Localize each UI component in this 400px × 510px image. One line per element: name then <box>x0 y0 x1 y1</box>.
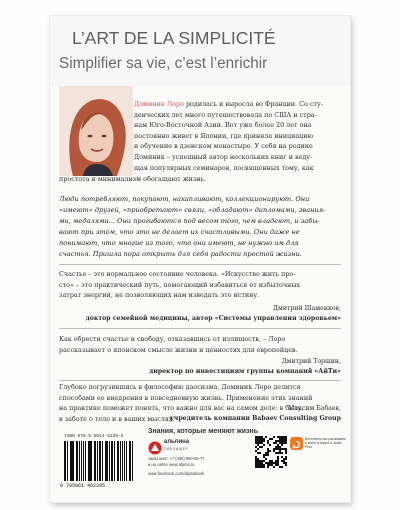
bio-line: щая популярных семинаров, посвященных тому, как <box>134 163 314 172</box>
qr-module <box>275 440 277 442</box>
qr-module <box>277 462 279 464</box>
author-portrait-illustration <box>59 86 133 176</box>
qr-module <box>273 466 275 468</box>
author-name: Доминик Лоро <box>134 100 184 108</box>
review-2 <box>59 334 343 355</box>
qr-module <box>267 466 269 468</box>
qr-module <box>261 442 263 444</box>
reviewer-name: Максим Бабаев, <box>287 405 341 412</box>
qr-module <box>273 462 275 464</box>
qr-module <box>283 448 285 450</box>
qr-module <box>267 452 269 454</box>
qr-module <box>277 452 279 454</box>
qr-module <box>279 466 281 468</box>
qr-module <box>263 460 265 462</box>
qr-module <box>261 446 263 448</box>
qr-module <box>267 462 269 464</box>
qr-module <box>255 462 257 464</box>
qr-module <box>261 460 263 462</box>
qr-module <box>255 438 257 440</box>
qr-module <box>283 436 285 438</box>
qr-module <box>285 438 287 440</box>
divider <box>59 380 341 381</box>
qr-module <box>261 462 263 464</box>
qr-module <box>265 462 267 464</box>
qr-module <box>259 440 261 442</box>
barcode-bar <box>67 441 68 481</box>
qr-code <box>255 436 287 468</box>
barcode-bar <box>124 441 126 481</box>
review-line: на практике поможет понять, что важно для вас на самом деле: в быту, <box>59 404 304 413</box>
qr-module <box>255 458 257 460</box>
bio-line: Доминик – успешный автор нескольких книг и веду- <box>134 152 313 161</box>
barcode-bar <box>85 441 86 481</box>
qr-module <box>275 442 277 444</box>
qr-module <box>267 454 269 456</box>
french-title: L’ART DE LA SIMPLICITÉ <box>72 28 276 48</box>
qr-module <box>265 452 267 454</box>
qr-module <box>269 460 271 462</box>
qr-module <box>285 464 287 466</box>
review-line: рассказывает о японском смысле жизни и ценностях для европейцев. <box>59 345 298 354</box>
qr-module <box>273 450 275 452</box>
author-bio <box>134 99 342 173</box>
order-phone: заказ книг: +7 (495) 980-80-77 <box>148 456 205 461</box>
qr-module <box>259 442 261 444</box>
review-1-signature <box>86 304 341 324</box>
qr-module <box>277 448 279 450</box>
qr-module <box>281 452 283 454</box>
qr-module <box>269 464 271 466</box>
quote-line: понимают, что многие из того, что они имеют, не нужно им для <box>59 238 299 247</box>
qr-module <box>285 450 287 452</box>
qr-module <box>281 442 283 444</box>
barcode-bar <box>97 441 98 481</box>
qr-module <box>281 436 283 438</box>
qr-module <box>257 448 259 450</box>
barcode-bar <box>132 441 133 481</box>
qr-module <box>281 438 283 440</box>
qr-module <box>255 436 257 438</box>
qr-module <box>275 460 277 462</box>
reviewer-role: учредитель компании Babaev Consulting Group <box>169 415 341 422</box>
barcode-bar <box>114 441 115 481</box>
reviewer-role: доктор семейной медицины, автор «Системы управления здоровьем» <box>85 315 341 322</box>
qr-module <box>283 438 285 440</box>
qr-module <box>257 464 259 466</box>
qr-module <box>267 442 269 444</box>
qr-module <box>285 456 287 458</box>
qr-module <box>259 438 261 440</box>
barcode-bar <box>106 441 108 481</box>
qr-module <box>283 460 285 462</box>
qr-module <box>255 460 257 462</box>
barcode-bar <box>112 441 113 481</box>
qr-module <box>279 450 281 452</box>
qr-module <box>263 454 265 456</box>
review-line: Как обрести счастье и свободу, отказавшись от излишеств, – Лоро <box>59 335 286 343</box>
review-1 <box>59 269 343 301</box>
audio-app-icon <box>290 437 303 450</box>
qr-module <box>269 444 271 446</box>
qr-module <box>257 444 259 446</box>
qr-module <box>275 452 277 454</box>
barcode-bar <box>95 441 96 481</box>
barcode-bar <box>77 441 78 481</box>
bio-line: и обучение в дзенском монастыре. У себя на родине <box>134 142 313 151</box>
qr-module <box>265 458 267 460</box>
qr-module <box>279 440 281 442</box>
qr-module <box>285 436 287 438</box>
qr-module <box>277 444 279 446</box>
qr-module <box>263 440 265 442</box>
barcode-bar <box>120 441 121 481</box>
qr-module <box>273 436 275 438</box>
qr-module <box>285 452 287 454</box>
qr-module <box>273 448 275 450</box>
publisher-subtitle: ПАБЛИШЕР <box>164 447 189 451</box>
qr-module <box>283 442 285 444</box>
qr-module <box>279 436 281 438</box>
qr-module <box>281 444 283 446</box>
quote-line: «имеют» друзей, «приобретают» связи, «обладают» дипломами, звания- <box>59 205 326 214</box>
qr-module <box>261 464 263 466</box>
quote-line: Люди потребляют, покупают, накапливают, коллекционируют. Они <box>59 195 310 203</box>
review-line: затрат энергии, не позволяющих нам изведать это истину. <box>59 291 260 300</box>
qr-module <box>281 440 283 442</box>
qr-module <box>279 438 281 440</box>
bio-line: нам Юго-Восточной Азии. Вот уже более 20 лет она <box>134 121 312 130</box>
isbn-label: ISBN 978-5-9614-6239-5 <box>64 434 124 439</box>
review-2-signature <box>149 357 341 377</box>
qr-module <box>275 448 277 450</box>
qr-module <box>259 464 261 466</box>
qr-module <box>255 466 257 468</box>
qr-module <box>277 446 279 448</box>
qr-module <box>261 436 263 438</box>
book-quote <box>59 194 343 259</box>
qr-module <box>259 460 261 462</box>
review-line: Счастье – это нормальное состояние человека. «Искусство жить про- <box>59 270 296 278</box>
qr-module <box>259 466 261 468</box>
qr-module <box>277 458 279 460</box>
qr-module <box>281 466 283 468</box>
barcode-bar <box>90 441 92 481</box>
qr-module <box>271 460 273 462</box>
divider <box>59 328 341 329</box>
facebook-link: www.facebook.com/alpinabook <box>148 471 205 476</box>
qr-module <box>277 436 279 438</box>
bio-line: родилась и выросла во Франции. Со сту- <box>183 100 323 108</box>
qr-module <box>279 448 281 450</box>
qr-module <box>263 438 265 440</box>
qr-module <box>281 460 283 462</box>
barcode-bar <box>65 441 66 481</box>
barcode-bar <box>102 441 103 481</box>
qr-module <box>259 436 261 438</box>
qr-module <box>267 450 269 452</box>
author-bio-last-line: простота и минимализм обогащают жизнь. <box>59 175 207 183</box>
barcode-bar <box>126 441 127 481</box>
barcode-bar <box>89 441 90 481</box>
qr-module <box>263 456 265 458</box>
qr-module <box>255 464 257 466</box>
qr-module <box>261 438 263 440</box>
qr-module <box>269 438 271 440</box>
qr-module <box>267 440 269 442</box>
qr-module <box>269 462 271 464</box>
qr-module <box>267 464 269 466</box>
divider <box>59 264 341 265</box>
reviewer-role: директор по инвестициям группы компаний «АйТи» <box>149 368 341 375</box>
barcode-bar <box>100 441 101 481</box>
cover-header <box>50 16 350 86</box>
qr-module <box>277 464 279 466</box>
qr-module <box>285 458 287 460</box>
website-line: и на сайте www.alpina.ru <box>148 462 195 467</box>
barcode-bar <box>130 441 131 481</box>
review-line: Глубоко погрузившись в философию даосизма, Доминик Лоро делится <box>59 383 301 391</box>
qr-module <box>263 464 265 466</box>
qr-module <box>265 454 267 456</box>
publisher-name: альпина <box>164 439 190 445</box>
bio-line: постоянно живет в Японии, где приняла инициацию <box>134 131 314 140</box>
reviewer-name: Дмитрий Шаменков, <box>273 305 341 312</box>
qr-module <box>263 444 265 446</box>
publisher-slogan: Знания, которые меняют жизнь <box>148 428 259 435</box>
french-subtitle: Simplifier sa vie, c’est l’enrichir <box>59 55 268 72</box>
qr-module <box>261 466 263 468</box>
qr-module <box>275 464 277 466</box>
qr-module <box>283 440 285 442</box>
qr-module <box>285 462 287 464</box>
barcode-bar <box>79 441 80 481</box>
review-line: способами ее внедрения в повседневную жизнь. Применение этих знаний <box>59 393 313 402</box>
qr-module <box>263 466 265 468</box>
qr-module <box>259 452 261 454</box>
barcode-bar <box>83 441 84 481</box>
qr-module <box>279 446 281 448</box>
qr-module <box>279 442 281 444</box>
barcode-bar <box>109 441 110 481</box>
barcode <box>64 441 134 481</box>
qr-module <box>279 452 281 454</box>
qr-module <box>255 446 257 448</box>
qr-module <box>277 460 279 462</box>
qr-module <box>265 436 267 438</box>
qr-module <box>271 462 273 464</box>
audio-app-text: Бесплатно мы расскажем о книге в Alpina & Audio Post <box>305 437 346 450</box>
qr-module <box>259 446 261 448</box>
qr-module <box>257 452 259 454</box>
qr-module <box>257 440 259 442</box>
qr-module <box>283 458 285 460</box>
qr-module <box>285 448 287 450</box>
qr-module <box>273 442 275 444</box>
qr-module <box>257 458 259 460</box>
author-photo <box>59 86 133 176</box>
barcode-bar <box>118 441 119 481</box>
qr-module <box>269 450 271 452</box>
barcode-bar <box>71 441 72 481</box>
qr-module <box>255 450 257 452</box>
quote-line: ми, медалями... Они прогибаются под весом того, чем владеют, и забы- <box>59 216 320 225</box>
review-line: сто» – это практический путь, помогающий избавиться от избыточных <box>59 280 301 289</box>
quote-line: счастья. Пришла пора открыть для себя радости простой жизни. <box>59 249 302 258</box>
review-line: в заботе о теле и в ваших мыслях. <box>59 414 175 423</box>
qr-module <box>257 460 259 462</box>
qr-module <box>257 466 259 468</box>
qr-module <box>275 446 277 448</box>
barcode-number: 9 785961 462395 <box>60 483 106 489</box>
book-back-cover <box>50 16 350 502</box>
qr-module <box>255 442 257 444</box>
qr-module <box>277 456 279 458</box>
qr-module <box>277 440 279 442</box>
qr-module <box>285 442 287 444</box>
qr-module <box>271 438 273 440</box>
alpina-logo-icon <box>148 441 162 455</box>
barcode-bar <box>72 441 74 481</box>
qr-module <box>257 442 259 444</box>
qr-module <box>261 440 263 442</box>
quote-line: вают при этом, что это не делает их счастливыми. Они даже не <box>59 227 300 236</box>
bio-line: денческих лет много путешествовала по США и стра- <box>134 110 317 119</box>
qr-module <box>271 464 273 466</box>
qr-module <box>267 448 269 450</box>
qr-module <box>283 462 285 464</box>
qr-module <box>257 462 259 464</box>
review-3-signature <box>170 404 341 424</box>
qr-module <box>281 456 283 458</box>
qr-module <box>255 456 257 458</box>
qr-module <box>281 448 283 450</box>
qr-module <box>275 462 277 464</box>
qr-module <box>257 438 259 440</box>
qr-module <box>257 436 259 438</box>
qr-module <box>255 440 257 442</box>
qr-module <box>285 440 287 442</box>
qr-module <box>259 462 261 464</box>
reviewer-name: Дмитрий Торшин, <box>281 358 341 365</box>
